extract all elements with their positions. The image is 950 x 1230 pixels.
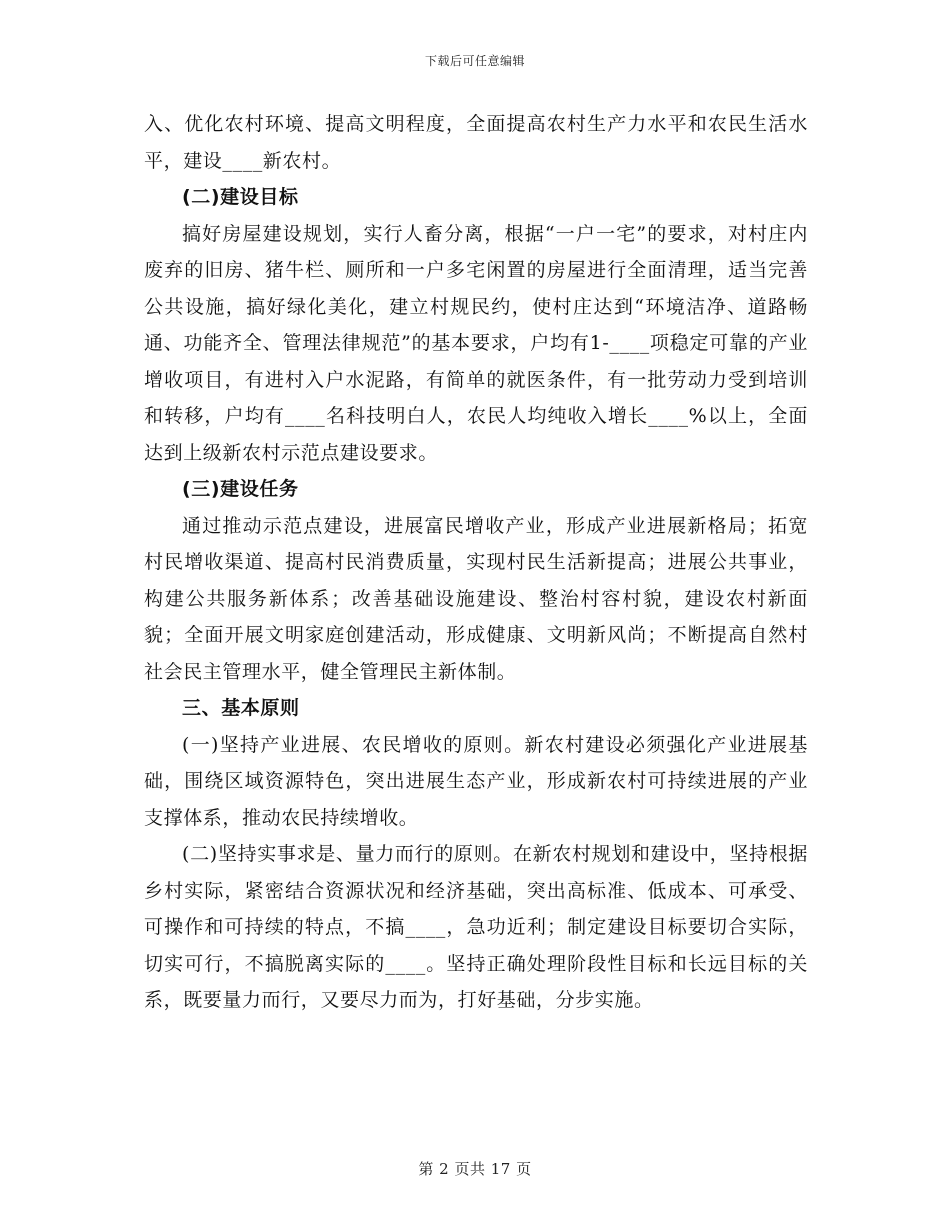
paragraph-tasks: 通过推动示范点建设，进展富民增收产业，形成产业进展新格局；拓宽村民增收渠道、提高村民消费质量，实现村民生活新提高；进展公共事业，构建公共服务新体系；改善基础设施建设、整治村容村貌，建设农村新面貌；全面开展文明家庭创建活动，形成健康、文明新风尚；不断提高自然村社会民主管理水平，健全管理民主新体制。 — [144, 514, 808, 683]
section-heading-goals: (二)建设目标 — [182, 186, 299, 208]
page-header: 下载后可任意编辑 — [424, 54, 525, 68]
paragraph-principle-2: (二)坚持实事求是、量力而行的原则。在新农村规划和建设中，坚持根据乡村实际，紧密结合资源状况和经济基础，突出高标准、低成本、可承受、可操作和可持续的特点，不搞____，急功近利；制定建设目标要切合实际，切实可行，不搞脱离实际的____。坚持正确处理阶段性目标和长远目标的关系，既要量力而行，又要尽力而为，打好基础，分步实施。 — [144, 843, 808, 1011]
section-heading-tasks: (三)建设任务 — [182, 478, 299, 500]
section-heading-principles: 三、基本原则 — [182, 697, 300, 719]
document-body — [144, 106, 808, 1019]
paragraph-goals: 搞好房屋建设规划，实行人畜分离，根据“一户一宅”的要求，对村庄内废弃的旧房、猪牛栏、厕所和一户多宅闲置的房屋进行全面清理，适当完善公共设施，搞好绿化美化，建立村规民约，使村庄达到“环境洁净、道路畅通、功能齐全、管理法律规范”的基本要求，户均有1-____项稳定可靠的产业增收项目，有进村入户水泥路，有简单的就医条件，有一批劳动力受到培训和转移，户均有____名科技明白人，农民人均纯收入增长____%以上，全面达到上级新农村示范点建设要求。 — [144, 222, 808, 464]
paragraph-intro-continuation: 入、优化农村环境、提高文明程度，全面提高农村生产力水平和农民生活水平，建设____新农村。 — [144, 113, 808, 172]
page-number: 第 2 页共 17 页 — [418, 1160, 532, 1178]
paragraph-principle-1: (一)坚持产业进展、农民增收的原则。新农村建设必须强化产业进展基础，围绕区域资源特色，突出进展生态产业，形成新农村可持续进展的产业支撑体系，推动农民持续增收。 — [144, 733, 808, 829]
